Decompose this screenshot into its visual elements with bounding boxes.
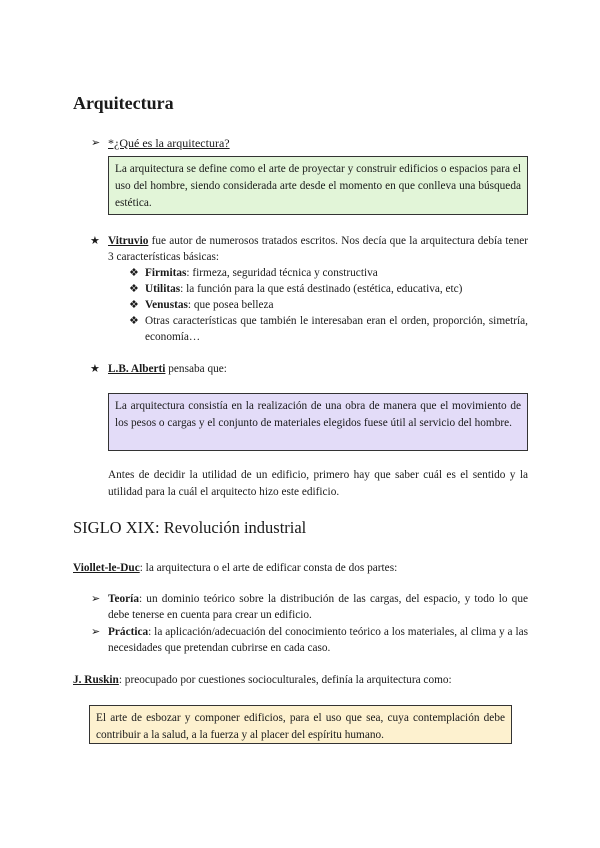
section-heading: SIGLO XIX: Revolución industrial xyxy=(73,518,307,537)
diamond-bullet-icon: ❖ xyxy=(129,315,139,327)
ruskin-quote-box: El arte de esbozar y componer edificios, para el uso que sea, cuya contemplación debe contribuir a la salud, a la fuerza y al placer del espíritu humano. xyxy=(89,705,512,744)
list-item: Teoría: un dominio teórico sobre la distribución de las cargas, del espacio, y todo lo que debe tenerse en cuenta para crear un edificio. xyxy=(108,593,528,621)
alberti-quote-box: La arquitectura consistía en la realización de una obra de manera que el movimiento de los pesos o cargas y el conjunto de materiales elegidos fuese útil al servicio del hombre. xyxy=(108,393,528,451)
ruskin-paragraph: J. Ruskin: preocupado por cuestiones socioculturales, definía la arquitectura como: xyxy=(73,674,452,686)
definition-box: La arquitectura se define como el arte de proyectar y construir edificios o espacios para el uso del hombre, siendo considerada arte desde el momento en que conlleva una búsqueda estética. xyxy=(108,156,528,215)
vitruvio-intro: fue autor de numerosos tratados escritos. Nos decía que la arquitectura debía tener 3 características básicas: xyxy=(108,235,528,263)
list-item: Utilitas: la función para la que está destinado (estética, educativa, etc) xyxy=(145,283,463,295)
list-item: Firmitas: firmeza, seguridad técnica y constructiva xyxy=(145,267,378,279)
viollet-paragraph: Viollet-le-Duc: la arquitectura o el arte de edificar consta de dos partes: xyxy=(73,562,398,574)
alberti-paragraph: L.B. Alberti pensaba que: xyxy=(108,363,227,375)
ruskin-name: J. Ruskin xyxy=(73,674,119,686)
arrow-bullet-icon: ➢ xyxy=(91,137,101,149)
list-item: Práctica: la aplicación/adecuación del conocimiento teórico a los materiales, al clima y a las necesidades que pretendan cubrirse en cada caso. xyxy=(108,626,528,654)
alberti-name: L.B. Alberti xyxy=(108,363,166,375)
arrow-bullet-icon: ➢ xyxy=(91,593,101,605)
vitruvio-name: Vitruvio xyxy=(108,235,149,247)
arrow-bullet-icon: ➢ xyxy=(91,626,101,638)
diamond-bullet-icon: ❖ xyxy=(129,299,139,311)
question-heading: *¿Qué es la arquitectura? xyxy=(108,136,230,150)
diamond-bullet-icon: ❖ xyxy=(129,283,139,295)
page-title: Arquitectura xyxy=(73,93,174,113)
list-item: Venustas: que posea belleza xyxy=(145,299,274,311)
vitruvio-paragraph xyxy=(108,233,528,265)
utility-paragraph: Antes de decidir la utilidad de un edificio, primero hay que saber cuál es el sentido y la utilidad para la cuál el arquitecto hizo este edificio. xyxy=(108,469,528,498)
list-item: Otras características que también le interesaban eran el orden, proporción, simetría, economía… xyxy=(145,315,528,343)
star-bullet-icon: ★ xyxy=(90,363,100,375)
diamond-bullet-icon: ❖ xyxy=(129,267,139,279)
star-bullet-icon: ★ xyxy=(90,235,100,247)
viollet-name: Viollet-le-Duc xyxy=(73,562,140,574)
